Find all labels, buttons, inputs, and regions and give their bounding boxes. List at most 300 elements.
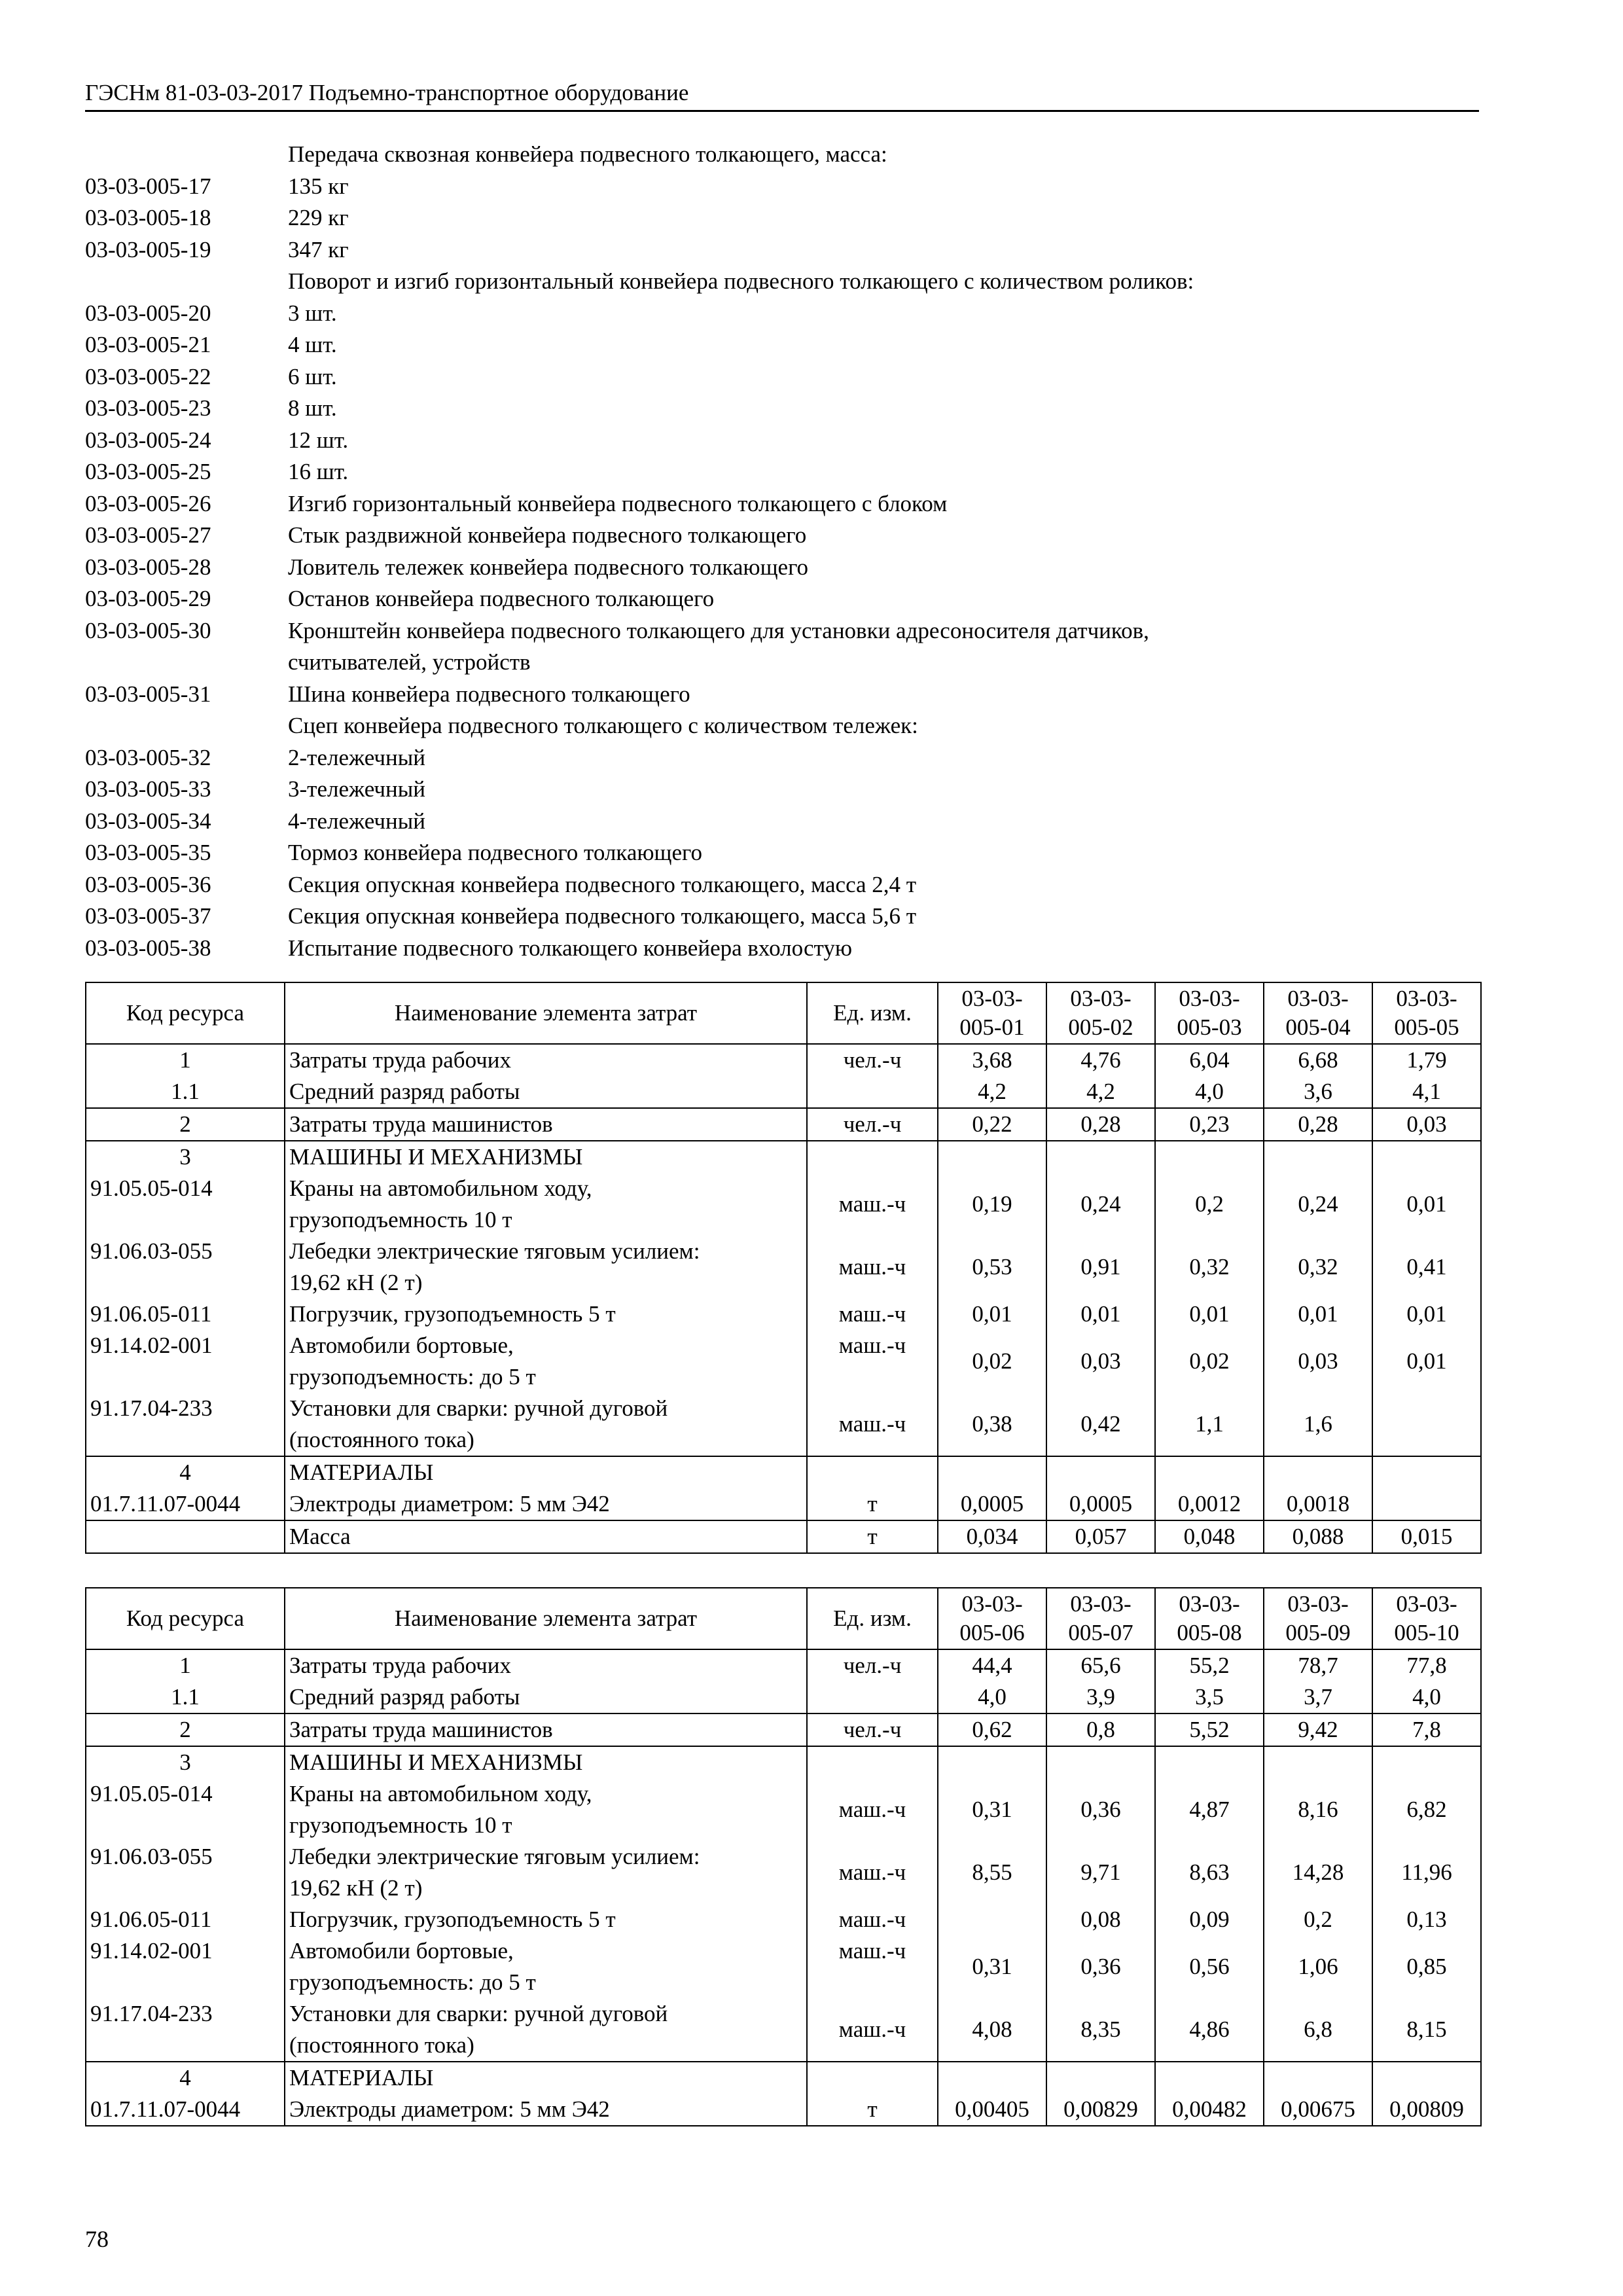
table-row [86, 1935, 1481, 1998]
cell-value: 0,28 [1264, 1108, 1372, 1141]
list-item-code [85, 266, 288, 298]
list-item-code: 03-03-005-27 [85, 522, 211, 548]
list-item [85, 139, 1492, 171]
cell-value: 3,68 [938, 1044, 1046, 1076]
cell-resource-code: 4 [86, 1456, 285, 1488]
cell-value: 0,42 [1046, 1393, 1155, 1456]
cell-element-name-line: Электроды диаметром: 5 мм Э42 [289, 2096, 610, 2122]
cell-value: 0,91 [1046, 1236, 1155, 1299]
table-row [86, 1236, 1481, 1299]
list-item-code: 03-03-005-29 [85, 586, 211, 611]
cell-value: 0,01 [1372, 1173, 1481, 1236]
table-row [86, 1998, 1481, 2062]
cell-value [1046, 1456, 1155, 1488]
cell-value [938, 1904, 1046, 1935]
cell-value: 0,01 [938, 1299, 1046, 1330]
cell-element-name [285, 1841, 807, 1904]
cell-value [1046, 2062, 1155, 2094]
norm-list [85, 139, 1492, 964]
cell-value: 7,8 [1372, 1713, 1481, 1746]
cell-resource-code: 91.06.03-055 [86, 1236, 285, 1299]
list-item-text: 2-тележечный [288, 744, 425, 770]
cell-value: 0,09 [1155, 1904, 1264, 1935]
cell-unit [807, 1681, 938, 1713]
col-header-norm-part: 005-06 [959, 1620, 1025, 1645]
list-item-code: 03-03-005-32 [85, 744, 211, 770]
table-row [86, 1141, 1481, 1173]
list-item-code: 03-03-005-38 [85, 935, 211, 961]
cell-value: 3,6 [1264, 1076, 1372, 1108]
cell-unit: маш.-ч [807, 1393, 938, 1456]
cell-value: 6,04 [1155, 1044, 1264, 1076]
list-item-text: Стык раздвижной конвейера подвесного толкающего [288, 522, 807, 548]
cell-unit: маш.-ч [807, 1173, 938, 1236]
cell-resource-code [86, 1520, 285, 1553]
list-item [85, 933, 1492, 965]
list-item-code: 03-03-005-24 [85, 427, 211, 453]
list-item-code: 03-03-005-21 [85, 332, 211, 357]
cell-value: 0,13 [1372, 1904, 1481, 1935]
cell-value: 0,62 [938, 1713, 1046, 1746]
cell-unit: чел.-ч [807, 1649, 938, 1681]
list-item-text: Испытание подвесного толкающего конвейера вхолостую [288, 935, 852, 961]
table-row [86, 1649, 1481, 1681]
cell-element-name [285, 1456, 807, 1488]
cell-value: 0,2 [1155, 1173, 1264, 1236]
col-header-norm-part: 03-03- [961, 986, 1023, 1011]
col-header-norm-part: 03-03- [1396, 1591, 1457, 1617]
table-row [86, 1520, 1481, 1553]
table-header-row [86, 1588, 1481, 1649]
cell-element-name-line: Лебедки электрические тяговым усилием: [289, 1844, 700, 1869]
col-header-norm-part: 005-08 [1177, 1620, 1242, 1645]
cell-unit: т [807, 1488, 938, 1520]
cell-value: 0,0005 [1046, 1488, 1155, 1520]
cell-value: 0,01 [1046, 1299, 1155, 1330]
col-header-norm-part: 03-03- [1396, 986, 1457, 1011]
list-item-code: 03-03-005-35 [85, 840, 211, 865]
cell-value [1264, 2062, 1372, 2094]
table-row [86, 1108, 1481, 1141]
cell-value [1264, 1456, 1372, 1488]
cell-value [1372, 1488, 1481, 1520]
list-item-text: 4-тележечный [288, 808, 425, 834]
cell-element-name-line: грузоподъемность 10 т [289, 1812, 512, 1838]
list-item [85, 329, 1492, 361]
cell-element-name-line: Затраты труда рабочих [289, 1047, 511, 1073]
list-item-text: считывателей, устройств [288, 649, 531, 675]
list-item [85, 774, 1492, 806]
cell-value: 0,01 [1372, 1330, 1481, 1393]
cell-value: 1,6 [1264, 1393, 1372, 1456]
cell-value: 0,02 [1155, 1330, 1264, 1393]
cell-value: 0,8 [1046, 1713, 1155, 1746]
table-row [86, 2094, 1481, 2126]
cell-value: 6,8 [1264, 1998, 1372, 2062]
table-row [86, 1456, 1481, 1488]
col-header-norm [938, 1588, 1046, 1649]
cell-value: 4,87 [1155, 1778, 1264, 1841]
col-header-norm-part: 005-03 [1177, 1014, 1242, 1040]
cell-value: 4,0 [938, 1681, 1046, 1713]
cell-value: 0,00809 [1372, 2094, 1481, 2126]
cell-element-name [285, 1330, 807, 1393]
list-item-text: 135 кг [288, 173, 349, 199]
table-row [86, 1713, 1481, 1746]
cell-element-name [285, 1998, 807, 2062]
list-item-code [85, 139, 288, 171]
cell-element-name-line: Краны на автомобильном ходу, [289, 1781, 592, 1806]
cell-element-name-line: Масса [289, 1524, 351, 1549]
col-header-norm-part: 005-01 [959, 1014, 1025, 1040]
cell-resource-code: 91.14.02-001 [86, 1330, 285, 1393]
cell-value [1264, 1746, 1372, 1778]
cell-resource-code: 91.05.05-014 [86, 1778, 285, 1841]
cell-element-name-line: МАШИНЫ И МЕХАНИЗМЫ [289, 1144, 583, 1170]
cell-value: 8,35 [1046, 1998, 1155, 2062]
list-item-text: Передача сквозная конвейера подвесного толкающего, масса: [288, 141, 887, 167]
cell-element-name [285, 1935, 807, 1998]
cell-value: 4,86 [1155, 1998, 1264, 2062]
cell-element-name-line: МАШИНЫ И МЕХАНИЗМЫ [289, 1749, 583, 1775]
col-header-norm-part: 005-07 [1068, 1620, 1133, 1645]
list-item [85, 615, 1492, 647]
cell-value: 0,19 [938, 1173, 1046, 1236]
cell-value: 0,85 [1372, 1935, 1481, 1998]
cell-value [1046, 1746, 1155, 1778]
cell-unit: чел.-ч [807, 1108, 938, 1141]
cell-value: 6,82 [1372, 1778, 1481, 1841]
list-item [85, 901, 1492, 933]
table-row [86, 1841, 1481, 1904]
cell-element-name [285, 1108, 807, 1141]
cell-value: 11,96 [1372, 1841, 1481, 1904]
col-header-norm-part: 03-03- [1070, 1591, 1132, 1617]
list-item-code: 03-03-005-34 [85, 808, 211, 834]
col-header-norm [938, 982, 1046, 1044]
cost-table-2 [85, 1587, 1482, 2126]
cell-resource-code: 91.17.04-233 [86, 1998, 285, 2062]
cell-element-name [285, 1904, 807, 1935]
cell-value: 0,32 [1155, 1236, 1264, 1299]
col-header-norm [1372, 982, 1481, 1044]
cell-value: 0,0005 [938, 1488, 1046, 1520]
cell-element-name-line: Установки для сварки: ручной дуговой [289, 1395, 668, 1421]
cell-value: 1,79 [1372, 1044, 1481, 1076]
cell-element-name-line: Погрузчик, грузоподъемность 5 т [289, 1301, 616, 1327]
list-item-text: 3 шт. [288, 300, 337, 326]
cell-element-name-line: Краны на автомобильном ходу, [289, 1175, 592, 1201]
cell-value: 0,31 [938, 1935, 1046, 1998]
list-item [85, 742, 1492, 774]
table-row [86, 1299, 1481, 1330]
table-row [86, 1076, 1481, 1108]
cell-element-name-line: Погрузчик, грузоподъемность 5 т [289, 1907, 616, 1932]
list-item [85, 266, 1492, 298]
list-item-text: Секция опускная конвейера подвесного толкающего, масса 2,4 т [288, 871, 917, 897]
cell-unit: чел.-ч [807, 1044, 938, 1076]
cell-value: 14,28 [1264, 1841, 1372, 1904]
list-item-code: 03-03-005-26 [85, 490, 211, 516]
cell-element-name [285, 1681, 807, 1713]
cell-resource-code: 91.06.05-011 [86, 1904, 285, 1935]
cell-value: 9,42 [1264, 1713, 1372, 1746]
table-row [86, 1488, 1481, 1520]
page-number: 78 [85, 2226, 109, 2252]
col-header-name: Наименование элемента затрат [285, 982, 807, 1044]
cell-unit [807, 1076, 938, 1108]
cell-element-name-line: 19,62 кН (2 т) [289, 1875, 423, 1901]
cell-value [1372, 1746, 1481, 1778]
cell-value: 0,00405 [938, 2094, 1046, 2126]
cell-unit: т [807, 1520, 938, 1553]
cell-value: 4,0 [1372, 1681, 1481, 1713]
list-item [85, 552, 1492, 584]
cell-element-name [285, 1488, 807, 1520]
header-title: ГЭСНм 81-03-03-2017 Подъемно-транспортное оборудование [85, 80, 689, 105]
table-row [86, 1904, 1481, 1935]
col-header-norm-part: 005-05 [1394, 1014, 1459, 1040]
cell-value: 0,53 [938, 1236, 1046, 1299]
cell-element-name [285, 2094, 807, 2126]
cell-unit: маш.-ч [807, 1236, 938, 1299]
list-item [85, 869, 1492, 901]
table-row [86, 1393, 1481, 1456]
cell-element-name [285, 1173, 807, 1236]
cell-value: 0,24 [1264, 1173, 1372, 1236]
cell-unit: маш.-ч [807, 1904, 938, 1935]
cell-value [1372, 1456, 1481, 1488]
list-item-code: 03-03-005-22 [85, 363, 211, 389]
cell-value: 5,52 [1155, 1713, 1264, 1746]
cell-value: 4,1 [1372, 1076, 1481, 1108]
cell-element-name-line: Затраты труда машинистов [289, 1111, 553, 1137]
cell-unit: маш.-ч [807, 1330, 938, 1393]
cell-value [938, 1746, 1046, 1778]
list-item [85, 456, 1492, 488]
table-row [86, 1330, 1481, 1393]
cell-resource-code: 1 [86, 1649, 285, 1681]
cell-value: 0,015 [1372, 1520, 1481, 1553]
col-header-norm-part: 03-03- [1287, 1591, 1349, 1617]
list-item [85, 393, 1492, 425]
cell-value: 0,56 [1155, 1935, 1264, 1998]
cell-element-name-line: Установки для сварки: ручной дуговой [289, 2001, 668, 2026]
cell-value: 1,06 [1264, 1935, 1372, 1998]
table-row [86, 2062, 1481, 2094]
cell-resource-code: 3 [86, 1141, 285, 1173]
cell-element-name-line: 19,62 кН (2 т) [289, 1270, 423, 1295]
cell-value: 8,63 [1155, 1841, 1264, 1904]
cell-resource-code: 01.7.11.07-0044 [86, 1488, 285, 1520]
table-row [86, 1746, 1481, 1778]
cell-element-name-line: Затраты труда машинистов [289, 1717, 553, 1742]
cell-element-name [285, 1649, 807, 1681]
list-item-text: 347 кг [288, 236, 349, 262]
table-row [86, 1044, 1481, 1076]
cell-value: 3,9 [1046, 1681, 1155, 1713]
cell-resource-code: 1.1 [86, 1076, 285, 1108]
cell-value: 8,15 [1372, 1998, 1481, 2062]
cell-value: 0,00829 [1046, 2094, 1155, 2126]
col-header-norm [1372, 1588, 1481, 1649]
cell-resource-code: 1.1 [86, 1681, 285, 1713]
list-item-code [85, 647, 288, 679]
col-header-norm-part: 03-03- [961, 1591, 1023, 1617]
cell-value: 0,01 [1155, 1299, 1264, 1330]
cell-value: 4,76 [1046, 1044, 1155, 1076]
cell-value: 0,23 [1155, 1108, 1264, 1141]
cell-value: 4,08 [938, 1998, 1046, 2062]
cell-resource-code: 1 [86, 1044, 285, 1076]
cell-value: 55,2 [1155, 1649, 1264, 1681]
col-header-norm-part: 005-02 [1068, 1014, 1133, 1040]
cell-unit [807, 1456, 938, 1488]
cell-value: 0,38 [938, 1393, 1046, 1456]
cell-value [1372, 2062, 1481, 2094]
list-item-text: 12 шт. [288, 427, 349, 453]
cell-value: 0,22 [938, 1108, 1046, 1141]
list-item-text: 6 шт. [288, 363, 337, 389]
list-item-text: 3-тележечный [288, 776, 425, 802]
list-item-code: 03-03-005-23 [85, 395, 211, 421]
cost-table-1 [85, 982, 1482, 1554]
cell-element-name [285, 1076, 807, 1108]
col-header-code: Код ресурса [86, 1588, 285, 1649]
col-header-norm-part: 03-03- [1070, 986, 1132, 1011]
col-header-norm-part: 03-03- [1287, 986, 1349, 1011]
list-item-text: Кронштейн конвейера подвесного толкающего для установки адресоносителя датчиков, [288, 617, 1149, 643]
list-item-text: 4 шт. [288, 332, 337, 357]
list-item-text: Секция опускная конвейера подвесного толкающего, масса 5,6 т [288, 903, 917, 929]
list-item [85, 298, 1492, 330]
cell-value: 0,00675 [1264, 2094, 1372, 2126]
cell-element-name-line: МАТЕРИАЛЫ [289, 2065, 434, 2090]
list-item [85, 425, 1492, 457]
list-item-text: 8 шт. [288, 395, 337, 421]
col-header-norm-part: 005-04 [1285, 1014, 1351, 1040]
table-header-row [86, 982, 1481, 1044]
cell-value: 8,16 [1264, 1778, 1372, 1841]
cell-resource-code: 91.05.05-014 [86, 1173, 285, 1236]
cell-unit [807, 2062, 938, 2094]
col-header-norm [1046, 1588, 1155, 1649]
cell-value: 78,7 [1264, 1649, 1372, 1681]
cell-value: 0,057 [1046, 1520, 1155, 1553]
list-item-text: Ловитель тележек конвейера подвесного толкающего [288, 554, 809, 580]
cell-value [1155, 1141, 1264, 1173]
cell-value: 3,5 [1155, 1681, 1264, 1713]
cell-value: 3,7 [1264, 1681, 1372, 1713]
list-item-text: Изгиб горизонтальный конвейера подвесного толкающего с блоком [288, 490, 948, 516]
cell-resource-code: 91.14.02-001 [86, 1935, 285, 1998]
cell-resource-code: 4 [86, 2062, 285, 2094]
cell-element-name [285, 1713, 807, 1746]
cell-value [1264, 1141, 1372, 1173]
cell-value: 6,68 [1264, 1044, 1372, 1076]
cell-value: 0,0012 [1155, 1488, 1264, 1520]
list-item [85, 679, 1492, 711]
cell-value: 0,01 [1264, 1299, 1372, 1330]
list-item-code: 03-03-005-28 [85, 554, 211, 580]
list-item [85, 647, 1492, 679]
list-item-text: Поворот и изгиб горизонтальный конвейера подвесного толкающего с количеством роликов: [288, 268, 1194, 294]
cell-value: 0,01 [1372, 1299, 1481, 1330]
cell-unit: маш.-ч [807, 1778, 938, 1841]
cell-element-name [285, 1746, 807, 1778]
cell-unit [807, 1746, 938, 1778]
cell-element-name-line: Средний разряд работы [289, 1079, 520, 1104]
cell-value: 0,41 [1372, 1236, 1481, 1299]
col-header-norm-part: 03-03- [1179, 1591, 1240, 1617]
table-row [86, 1681, 1481, 1713]
cell-value [938, 1141, 1046, 1173]
cell-value: 8,55 [938, 1841, 1046, 1904]
list-item-text: Тормоз конвейера подвесного толкающего [288, 840, 703, 865]
cell-element-name [285, 1520, 807, 1553]
list-item-text: Сцеп конвейера подвесного толкающего с количеством тележек: [288, 713, 918, 738]
cell-value: 0,03 [1046, 1330, 1155, 1393]
list-item [85, 234, 1492, 266]
cell-value: 0,0018 [1264, 1488, 1372, 1520]
cell-value: 0,36 [1046, 1778, 1155, 1841]
col-header-unit: Ед. изм. [807, 1588, 938, 1649]
list-item-code: 03-03-005-30 [85, 617, 211, 643]
list-item-code: 03-03-005-18 [85, 205, 211, 230]
list-item-code: 03-03-005-25 [85, 459, 211, 484]
list-item [85, 202, 1492, 234]
cell-value [1046, 1141, 1155, 1173]
cell-value: 0,088 [1264, 1520, 1372, 1553]
cell-value: 0,36 [1046, 1935, 1155, 1998]
list-item-code: 03-03-005-33 [85, 776, 211, 802]
col-header-norm-part: 005-10 [1394, 1620, 1459, 1645]
cell-unit: маш.-ч [807, 1841, 938, 1904]
cell-resource-code: 91.06.03-055 [86, 1841, 285, 1904]
col-header-norm [1046, 982, 1155, 1044]
cell-value: 0,28 [1046, 1108, 1155, 1141]
col-header-norm [1264, 982, 1372, 1044]
cell-element-name-line: грузоподъемность 10 т [289, 1207, 512, 1232]
cell-value: 4,2 [1046, 1076, 1155, 1108]
cell-value [938, 1456, 1046, 1488]
list-item-text: Останов конвейера подвесного толкающего [288, 586, 715, 611]
cell-value: 9,71 [1046, 1841, 1155, 1904]
list-item-code: 03-03-005-20 [85, 300, 211, 326]
col-header-name: Наименование элемента затрат [285, 1588, 807, 1649]
list-item-code: 03-03-005-37 [85, 903, 211, 929]
list-item-code: 03-03-005-17 [85, 173, 211, 199]
col-header-code: Код ресурса [86, 982, 285, 1044]
cell-value: 77,8 [1372, 1649, 1481, 1681]
cell-value: 0,31 [938, 1778, 1046, 1841]
col-header-norm [1264, 1588, 1372, 1649]
list-item-code [85, 710, 288, 742]
cell-element-name-line: Электроды диаметром: 5 мм Э42 [289, 1491, 610, 1516]
cell-resource-code: 2 [86, 1713, 285, 1746]
cell-element-name-line: Лебедки электрические тяговым усилием: [289, 1238, 700, 1264]
list-item [85, 583, 1492, 615]
cell-element-name-line: (постоянного тока) [289, 1427, 474, 1452]
col-header-norm-part: 005-09 [1285, 1620, 1351, 1645]
cell-value: 0,03 [1372, 1108, 1481, 1141]
cell-value: 65,6 [1046, 1649, 1155, 1681]
cell-value: 1,1 [1155, 1393, 1264, 1456]
cell-resource-code: 91.17.04-233 [86, 1393, 285, 1456]
list-item [85, 806, 1492, 838]
running-header [85, 77, 1479, 112]
cell-value: 0,03 [1264, 1330, 1372, 1393]
